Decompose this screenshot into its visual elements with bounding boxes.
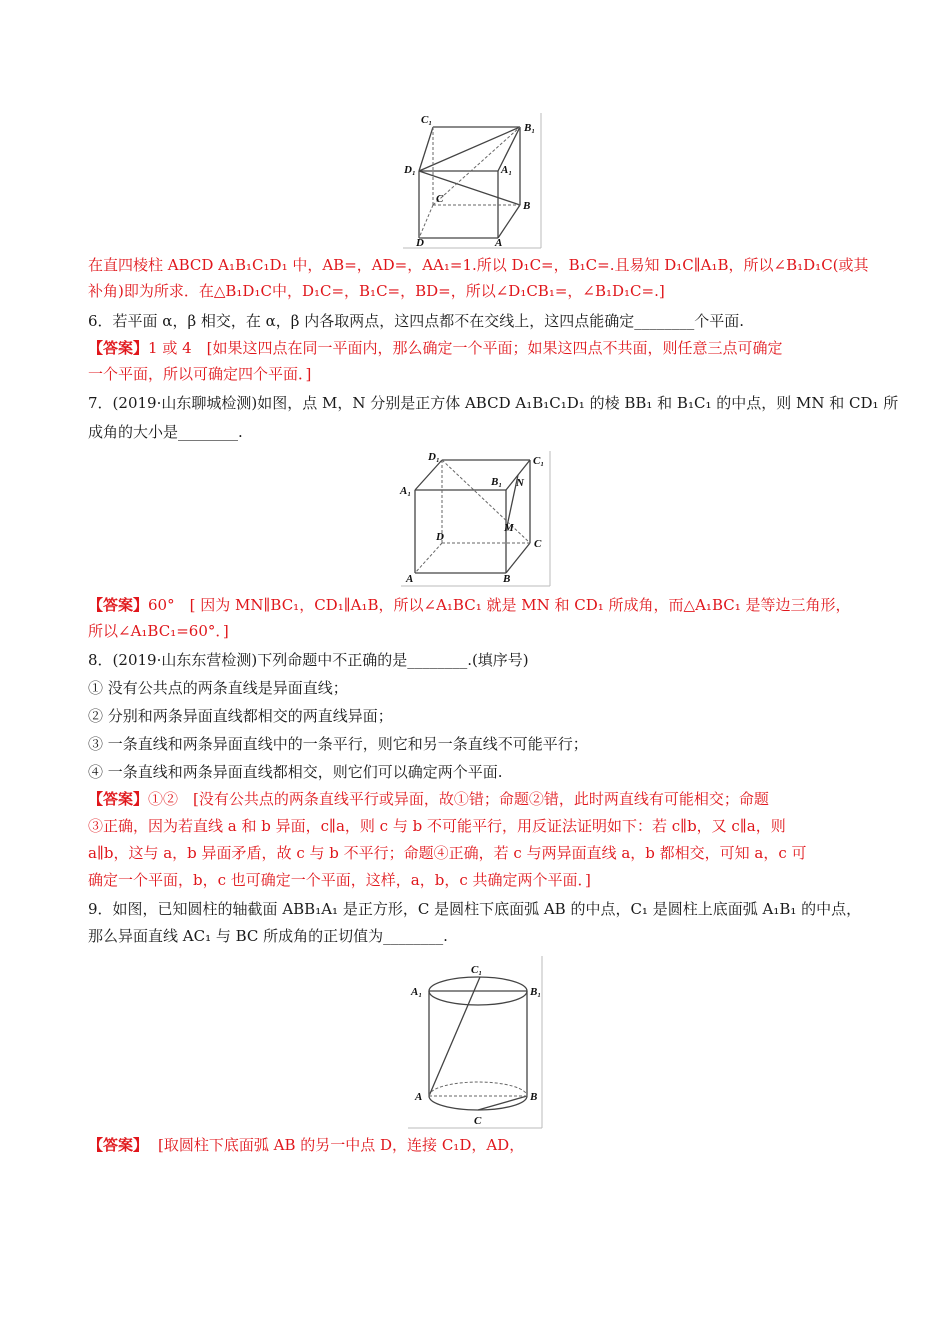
- label-D1: D₁: [428, 451, 440, 463]
- label-C: C: [474, 1115, 482, 1127]
- answer5-line-2: 补角)即为所求．在△B₁D₁C中，D₁C=，B₁C=，BD=，所以∠D₁CB₁=，∠B₁D₁C=.]: [88, 282, 665, 300]
- question-7-cont: 成角的大小是________.: [88, 423, 243, 441]
- answer-6-text: 1 或 4 [如果这四点在同一平面内，那么确定一个平面；如果这四点不共面，则任意三点可确定: [148, 339, 783, 357]
- label-D: D: [436, 531, 444, 543]
- label-A: A: [495, 237, 503, 249]
- question-8-item-1: ① 没有公共点的两条直线是异面直线；: [88, 679, 348, 697]
- answer-6-cont: 一个平面，所以可确定四个平面．]: [88, 365, 312, 383]
- answer-tag: 【答案】: [88, 339, 149, 357]
- answer-9: [88, 1135, 524, 1155]
- question-9-cont: 那么异面直线 AC₁ 与 BC 所成角的正切值为________.: [88, 927, 448, 945]
- figure-cube: [398, 448, 553, 588]
- question-7: 7．(2019·山东聊城检测)如图，点 M，N 分别是正方体 ABCD A₁B₁C₁D₁ 的棱 BB₁ 和 B₁C₁ 的中点，则 MN 和 CD₁ 所: [88, 394, 899, 412]
- figure-cylinder: [405, 953, 550, 1133]
- answer-7-cont: 所以∠A₁BC₁=60°．]: [88, 622, 229, 640]
- answer-tag: 【答案】: [88, 790, 149, 808]
- answer-tag: 【答案】: [88, 596, 149, 614]
- figure-prism: [400, 110, 545, 250]
- question-8-item-3: ③ 一条直线和两条异面直线中的一条平行，则它和另一条直线不可能平行；: [88, 735, 588, 753]
- label-B: B: [523, 200, 531, 212]
- label-A1: A₁: [411, 986, 423, 998]
- answer-7-text: 60° [ 因为 MN∥BC₁，CD₁∥A₁B，所以∠A₁BC₁ 就是 MN 和 CD₁ 所成角，而△A₁BC₁ 是等边三角形，: [148, 596, 851, 614]
- answer-tag: 【答案】: [88, 1136, 149, 1154]
- label-A: A: [415, 1091, 423, 1103]
- answer-9-text: [取圆柱下底面弧 AB 的另一中点 D，连接 C₁D，AD，: [158, 1136, 525, 1154]
- label-C: C: [534, 538, 542, 550]
- label-B1: B₁: [524, 122, 536, 134]
- question-8: 8．(2019·山东东营检测)下列命题中不正确的是________.(填序号): [88, 651, 529, 669]
- answer-6: [88, 338, 783, 358]
- label-B: B: [530, 1091, 538, 1103]
- answer-8-text: ①② [没有公共点的两条直线平行或异面，故①错；命题②错，此时两直线有可能相交；命题: [148, 790, 769, 808]
- label-B1: B₁: [530, 986, 542, 998]
- answer5-line-1: 在直四棱柱 ABCD A₁B₁C₁D₁ 中，AB=，AD=，AA₁=1.所以 D₁C=，B₁C=.且易知 D₁C∥A₁B，所以∠B₁D₁C(或其: [88, 256, 869, 274]
- question-6: 6．若平面 α，β 相交，在 α，β 内各取两点，这四点都不在交线上，这四点能确定________个平面.: [88, 312, 744, 330]
- label-C1: C₁: [533, 455, 545, 467]
- label-A1: A₁: [501, 164, 513, 176]
- label-B1: B₁: [491, 476, 503, 488]
- label-B: B: [503, 573, 511, 585]
- question-8-item-2: ② 分别和两条异面直线都相交的两直线异面；: [88, 707, 393, 725]
- answer-8: [88, 789, 769, 809]
- label-C1: C₁: [471, 964, 483, 976]
- label-A: A: [406, 573, 414, 585]
- label-D: D: [416, 237, 424, 249]
- question-9: 9．如图，已知圆柱的轴截面 ABB₁A₁ 是正方形，C 是圆柱下底面弧 AB 的中点，C₁ 是圆柱上底面弧 A₁B₁ 的中点，: [88, 900, 862, 918]
- label-C1: C₁: [421, 114, 433, 126]
- answer-8-cont-3: 确定一个平面，b，c 也可确定一个平面，这样，a，b，c 共确定两个平面．]: [88, 871, 591, 889]
- answer-7: [88, 595, 851, 615]
- answer-8-cont-2: a∥b，这与 a，b 异面矛盾，故 c 与 b 不平行；命题④正确，若 c 与两异面直线 a，b 都相交，可知 a，c 可: [88, 844, 807, 862]
- label-N: N: [516, 477, 524, 489]
- label-C: C: [436, 193, 444, 205]
- answer-8-cont-1: ③正确，因为若直线 a 和 b 异面，c∥a，则 c 与 b 不可能平行，用反证法证明如下：若 c∥b，又 c∥a，则: [88, 817, 786, 835]
- label-D1: D₁: [404, 164, 416, 176]
- label-A1: A₁: [400, 485, 412, 497]
- question-8-item-4: ④ 一条直线和两条异面直线都相交，则它们可以确定两个平面.: [88, 763, 503, 781]
- label-M: M: [504, 522, 514, 534]
